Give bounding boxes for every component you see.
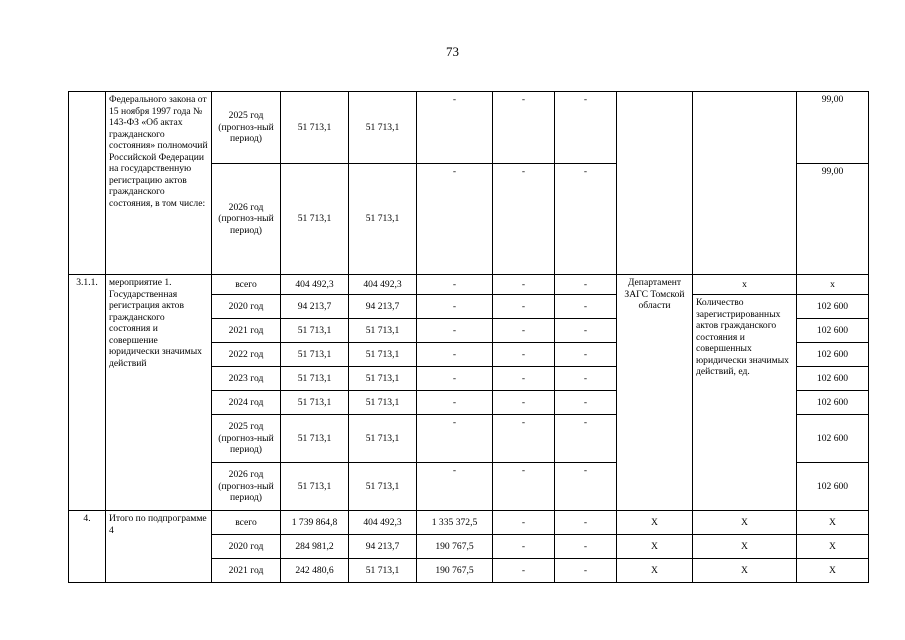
year-cell: 2021 год (212, 559, 281, 583)
local-cell: - (493, 511, 555, 535)
total-cell: 1 739 864,8 (281, 511, 349, 535)
regional-cell: - (417, 92, 493, 164)
description-cell: мероприятие 1. Государственная регистрация актов гражданского состояния и совершение юридически значимых действий (106, 275, 212, 511)
local-cell: - (493, 391, 555, 415)
regional-cell: - (417, 275, 493, 295)
federal-cell: 404 492,3 (349, 511, 417, 535)
total-cell: 51 713,1 (281, 415, 349, 463)
local-cell: - (493, 164, 555, 275)
other-cell: - (555, 275, 617, 295)
federal-cell: 51 713,1 (349, 415, 417, 463)
executor-cell: X (617, 559, 693, 583)
year-cell: 2022 год (212, 343, 281, 367)
regional-cell: 1 335 372,5 (417, 511, 493, 535)
year-cell: 2025 год (прогноз-ный период) (212, 92, 281, 164)
target-value-cell: 102 600 (797, 463, 869, 511)
executor-cell: X (617, 511, 693, 535)
indicator-header-cell: х (693, 275, 797, 295)
target-value-cell: X (797, 535, 869, 559)
year-cell: 2020 год (212, 535, 281, 559)
other-cell: - (555, 535, 617, 559)
target-value-cell: 102 600 (797, 295, 869, 319)
target-value-cell: 99,00 (797, 92, 869, 164)
target-value-cell: 102 600 (797, 415, 869, 463)
local-cell: - (493, 92, 555, 164)
target-value-cell: х (797, 275, 869, 295)
total-cell: 51 713,1 (281, 343, 349, 367)
executor-cell (617, 92, 693, 275)
number-cell (69, 92, 106, 275)
other-cell: - (555, 415, 617, 463)
federal-cell: 94 213,7 (349, 535, 417, 559)
federal-cell: 94 213,7 (349, 295, 417, 319)
total-cell: 284 981,2 (281, 535, 349, 559)
regional-cell: 190 767,5 (417, 559, 493, 583)
indicator-cell: X (693, 511, 797, 535)
other-cell: - (555, 511, 617, 535)
federal-cell: 51 713,1 (349, 391, 417, 415)
federal-cell: 51 713,1 (349, 92, 417, 164)
executor-cell: Департамент ЗАГС Томской области (617, 275, 693, 511)
target-value-cell: X (797, 559, 869, 583)
target-value-cell: 102 600 (797, 343, 869, 367)
page-number: 73 (446, 44, 459, 59)
local-cell: - (493, 295, 555, 319)
number-cell: 3.1.1. (69, 275, 106, 511)
indicator-cell: X (693, 559, 797, 583)
other-cell: - (555, 559, 617, 583)
indicator-cell: Количество зарегистрированных актов гражданского состояния и совершенных юридически значимых действий, ед. (693, 295, 797, 511)
other-cell: - (555, 343, 617, 367)
total-cell: 242 480,6 (281, 559, 349, 583)
indicator-cell (693, 92, 797, 275)
regional-cell: - (417, 164, 493, 275)
regional-cell: - (417, 415, 493, 463)
local-cell: - (493, 343, 555, 367)
table-row (69, 511, 869, 535)
year-cell: 2026 год (прогноз-ный период) (212, 164, 281, 275)
other-cell: - (555, 319, 617, 343)
other-cell: - (555, 164, 617, 275)
regional-cell: - (417, 391, 493, 415)
total-cell: 51 713,1 (281, 92, 349, 164)
regional-cell: 190 767,5 (417, 535, 493, 559)
federal-cell: 51 713,1 (349, 164, 417, 275)
executor-cell: X (617, 535, 693, 559)
table-row (69, 92, 869, 164)
total-cell: 51 713,1 (281, 391, 349, 415)
regional-cell: - (417, 319, 493, 343)
regional-cell: - (417, 367, 493, 391)
local-cell: - (493, 415, 555, 463)
total-cell: 94 213,7 (281, 295, 349, 319)
local-cell: - (493, 535, 555, 559)
federal-cell: 51 713,1 (349, 367, 417, 391)
year-cell: всего (212, 511, 281, 535)
local-cell: - (493, 559, 555, 583)
other-cell: - (555, 295, 617, 319)
number-cell: 4. (69, 511, 106, 583)
description-cell: Федерального закона от 15 ноября 1997 года № 143-ФЗ «Об актах гражданского состояния» полномочий Российской Федерации на государственную регистрацию актов гражданского состояния, в том числе: (106, 92, 212, 275)
target-value-cell: 102 600 (797, 391, 869, 415)
year-cell: 2026 год (прогноз-ный период) (212, 463, 281, 511)
target-value-cell: 102 600 (797, 367, 869, 391)
total-cell: 51 713,1 (281, 164, 349, 275)
year-cell: 2024 год (212, 391, 281, 415)
total-cell: 51 713,1 (281, 463, 349, 511)
year-cell: 2020 год (212, 295, 281, 319)
indicator-cell: X (693, 535, 797, 559)
total-cell: 51 713,1 (281, 367, 349, 391)
local-cell: - (493, 463, 555, 511)
description-cell: Итого по подпрограмме 4 (106, 511, 212, 583)
regional-cell: - (417, 463, 493, 511)
federal-cell: 51 713,1 (349, 343, 417, 367)
local-cell: - (493, 319, 555, 343)
local-cell: - (493, 275, 555, 295)
other-cell: - (555, 367, 617, 391)
federal-cell: 51 713,1 (349, 319, 417, 343)
other-cell: - (555, 92, 617, 164)
regional-cell: - (417, 343, 493, 367)
regional-cell: - (417, 295, 493, 319)
year-cell: всего (212, 275, 281, 295)
other-cell: - (555, 391, 617, 415)
federal-cell: 51 713,1 (349, 463, 417, 511)
target-value-cell: 102 600 (797, 319, 869, 343)
year-cell: 2021 год (212, 319, 281, 343)
other-cell: - (555, 463, 617, 511)
total-cell: 404 492,3 (281, 275, 349, 295)
federal-cell: 51 713,1 (349, 559, 417, 583)
federal-cell: 404 492,3 (349, 275, 417, 295)
year-cell: 2023 год (212, 367, 281, 391)
local-cell: - (493, 367, 555, 391)
subprogram-table (68, 91, 869, 583)
year-cell: 2025 год (прогноз-ный период) (212, 415, 281, 463)
total-cell: 51 713,1 (281, 319, 349, 343)
target-value-cell: 99,00 (797, 164, 869, 275)
table-row (69, 275, 869, 295)
target-value-cell: X (797, 511, 869, 535)
